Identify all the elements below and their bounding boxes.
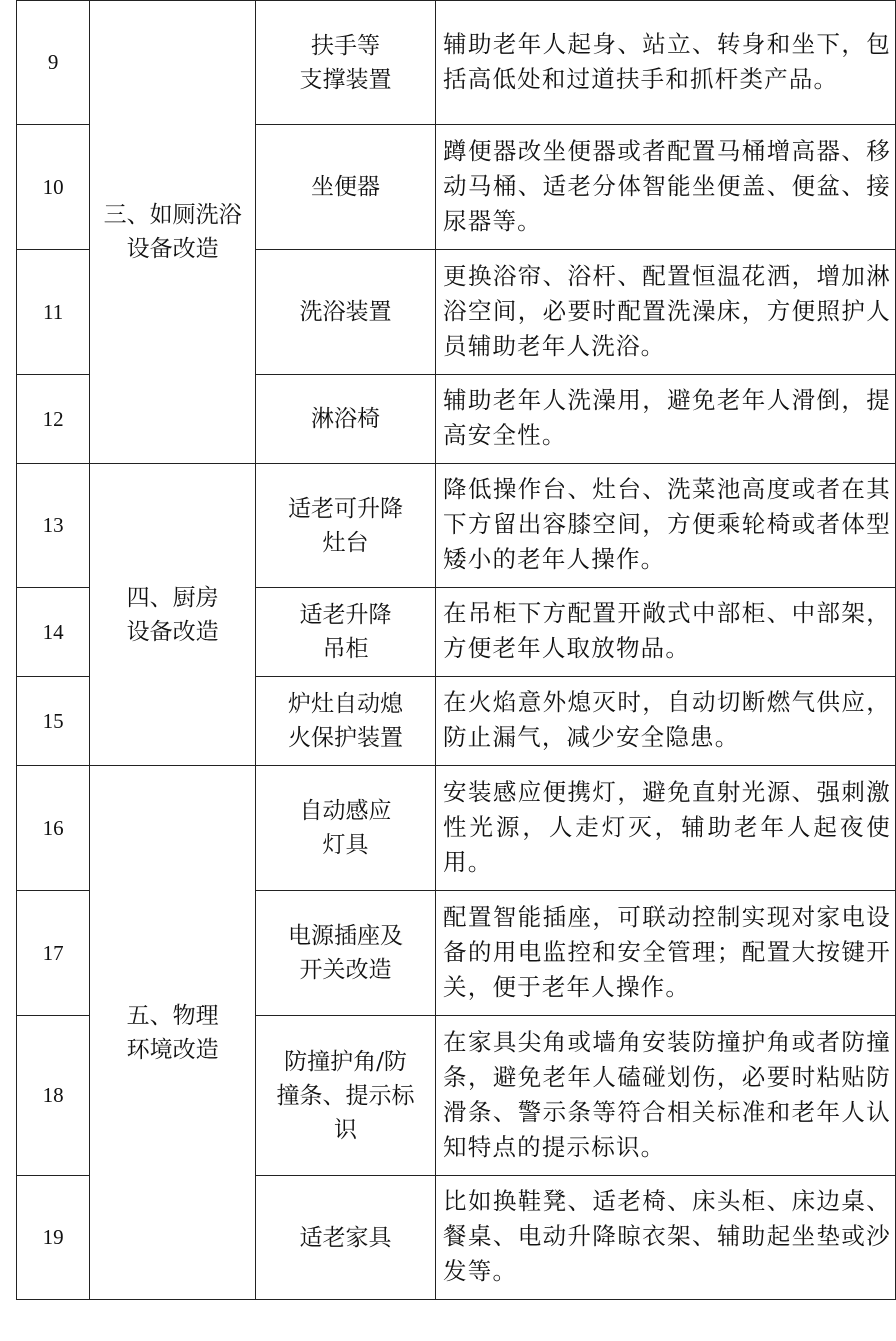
row-number: 19 bbox=[17, 1176, 90, 1300]
item-name: 坐便器 bbox=[255, 125, 435, 250]
category-label: 五、物理 环境改造 bbox=[126, 1002, 219, 1063]
item-description: 蹲便器改坐便器或者配置马桶增高器、移动马桶、适老分体智能坐便盖、便盆、接尿器等。 bbox=[436, 125, 896, 250]
row-number: 14 bbox=[17, 588, 90, 677]
category-cell bbox=[90, 1, 256, 464]
item-description: 在家具尖角或墙角安装防撞护角或者防撞条，避免老年人磕碰划伤，必要时粘贴防滑条、警示条等符合相关标准和老年人认知特点的提示标识。 bbox=[436, 1016, 896, 1176]
item-description: 配置智能插座，可联动控制实现对家电设备的用电监控和安全管理；配置大按键开关，便于老年人操作。 bbox=[436, 891, 896, 1016]
item-name: 淋浴椅 bbox=[255, 375, 435, 464]
item-description: 比如换鞋凳、适老椅、床头柜、床边桌、餐桌、电动升降晾衣架、辅助起坐垫或沙发等。 bbox=[436, 1176, 896, 1300]
row-number: 15 bbox=[17, 677, 90, 766]
item-description: 降低操作台、灶台、洗菜池高度或者在其下方留出容膝空间，方便乘轮椅或者体型矮小的老年人操作。 bbox=[436, 464, 896, 588]
item-description: 安装感应便携灯，避免直射光源、强刺激性光源，人走灯灭，辅助老年人起夜使用。 bbox=[436, 766, 896, 891]
renovation-table bbox=[16, 0, 896, 1300]
row-number: 13 bbox=[17, 464, 90, 588]
item-description: 辅助老年人起身、站立、转身和坐下，包括高低处和过道扶手和抓杆类产品。 bbox=[436, 1, 896, 125]
item-name: 洗浴装置 bbox=[255, 250, 435, 375]
row-number: 16 bbox=[17, 766, 90, 891]
item-description: 辅助老年人洗澡用，避免老年人滑倒，提高安全性。 bbox=[436, 375, 896, 464]
category-label: 四、厨房 设备改造 bbox=[126, 584, 219, 645]
row-number: 10 bbox=[17, 125, 90, 250]
row-number: 9 bbox=[17, 1, 90, 125]
item-name: 适老升降 吊柜 bbox=[255, 588, 435, 677]
category-label: 三、如厕洗浴 设备改造 bbox=[103, 202, 242, 262]
table-row bbox=[17, 1, 896, 125]
item-description: 在吊柜下方配置开敞式中部柜、中部架，方便老年人取放物品。 bbox=[436, 588, 896, 677]
row-number: 17 bbox=[17, 891, 90, 1016]
category-cell bbox=[90, 766, 256, 1300]
category-cell bbox=[90, 464, 256, 766]
item-name: 适老可升降 灶台 bbox=[255, 464, 435, 588]
table-row bbox=[17, 464, 896, 588]
row-number: 18 bbox=[17, 1016, 90, 1176]
item-name: 自动感应 灯具 bbox=[255, 766, 435, 891]
row-number: 12 bbox=[17, 375, 90, 464]
item-name: 扶手等 支撑装置 bbox=[255, 1, 435, 125]
item-name: 防撞护角/防 撞条、提示标 识 bbox=[255, 1016, 435, 1176]
row-number: 11 bbox=[17, 250, 90, 375]
item-name: 电源插座及 开关改造 bbox=[255, 891, 435, 1016]
item-description: 在火焰意外熄灭时，自动切断燃气供应，防止漏气，减少安全隐患。 bbox=[436, 677, 896, 766]
item-name: 适老家具 bbox=[255, 1176, 435, 1300]
table-row bbox=[17, 766, 896, 891]
item-description: 更换浴帘、浴杆、配置恒温花洒，增加淋浴空间，必要时配置洗澡床，方便照护人员辅助老年人洗浴。 bbox=[436, 250, 896, 375]
item-name: 炉灶自动熄 火保护装置 bbox=[255, 677, 435, 766]
